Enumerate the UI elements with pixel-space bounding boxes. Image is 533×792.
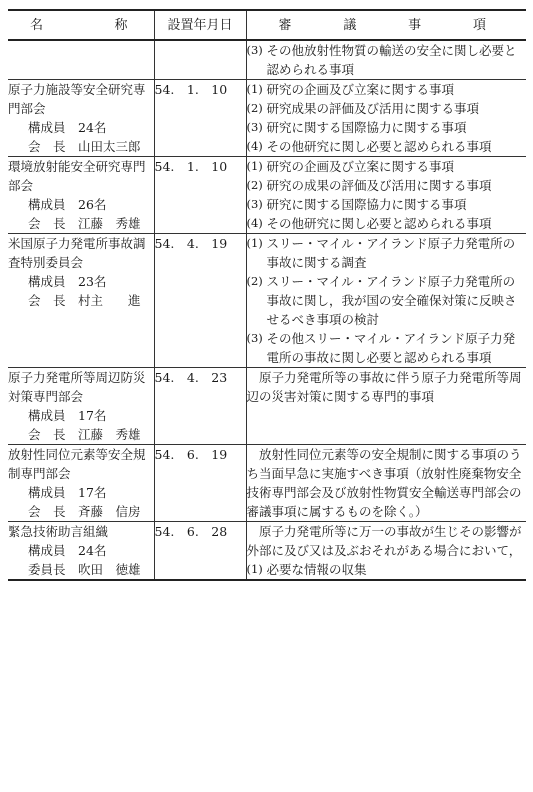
item-text: スリー・マイル・アイランド原子力発電所の事故に関する調査 — [266, 236, 516, 270]
chair-name: 山田太三郎 — [78, 139, 141, 154]
deliberation-items — [246, 40, 526, 80]
chair-label: 会 長 — [28, 216, 66, 231]
item-number: (1) — [246, 236, 263, 250]
org-name: 米国原子力発電所事故調査特別委員会 — [8, 236, 146, 270]
table-body — [8, 40, 526, 580]
chair-name: 江藤 秀雄 — [78, 216, 141, 231]
deliberation-items — [246, 522, 526, 581]
org-cell — [8, 368, 154, 445]
header-items-char-1: 審 — [278, 17, 292, 33]
list-item — [247, 99, 527, 118]
established-date: 54. 6. 28 — [154, 522, 246, 581]
table-row — [8, 522, 526, 581]
chair-name: 斉藤 信房 — [78, 504, 141, 519]
item-text: 研究の企画及び立案に関する事項 — [266, 159, 455, 174]
member-count-label: 構成員 — [28, 543, 66, 558]
list-item — [247, 80, 527, 99]
item-number: (3) — [246, 197, 263, 211]
deliberation-items — [246, 445, 526, 522]
council-table — [8, 9, 526, 581]
chair-name: 村主 進 — [78, 293, 141, 308]
item-text: 研究の成果の評価及び活用に関する事項 — [266, 178, 492, 193]
item-number: (2) — [246, 274, 263, 288]
item-number: (3) — [246, 43, 263, 57]
org-name: 放射性同位元素等安全規制専門部会 — [8, 447, 146, 481]
org-cell — [8, 445, 154, 522]
member-count-line — [8, 118, 154, 137]
table-row — [8, 40, 526, 80]
item-number: (3) — [246, 331, 263, 345]
chair-label: 会 長 — [28, 504, 66, 519]
chair-label: 会 長 — [28, 427, 66, 442]
header-name-char-1: 名 — [30, 17, 44, 33]
member-count: 24名 — [78, 543, 107, 558]
list-item — [247, 560, 527, 579]
member-count-line — [8, 195, 154, 214]
chair-line — [8, 214, 154, 233]
org-name: 原子力施設等安全研究専門部会 — [8, 82, 146, 116]
chair-line — [8, 502, 154, 521]
list-item — [247, 329, 527, 367]
member-count-label: 構成員 — [28, 197, 66, 212]
member-count: 26名 — [78, 197, 107, 212]
item-text: その他スリー・マイル・アイランド原子力発電所の事故に関し必要と認められる事項 — [266, 331, 516, 365]
header-items — [246, 10, 526, 40]
table-row — [8, 157, 526, 234]
chair-label: 委員長 — [28, 562, 66, 577]
item-number: (2) — [246, 101, 263, 115]
org-cell — [8, 80, 154, 157]
deliberation-paragraph: 原子力発電所等に万一の事故が生じその影響が外部に及び又は及ぶおそれがある場合において， — [246, 524, 522, 558]
header-items-char-2: 議 — [343, 17, 357, 33]
chair-name: 江藤 秀雄 — [78, 427, 141, 442]
deliberation-items — [246, 80, 526, 157]
table-row — [8, 445, 526, 522]
item-text: その他研究に関し必要と認められる事項 — [266, 139, 492, 154]
member-count: 17名 — [78, 408, 107, 423]
chair-label: 会 長 — [28, 139, 66, 154]
org-name: 原子力発電所等周辺防災対策専門部会 — [8, 370, 146, 404]
header-name-char-2: 称 — [114, 17, 128, 33]
chair-line — [8, 425, 154, 444]
org-cell — [8, 234, 154, 368]
member-count-label: 構成員 — [28, 120, 66, 135]
deliberation-items — [246, 234, 526, 368]
org-name: 緊急技術助言組織 — [8, 524, 109, 539]
member-count-label: 構成員 — [28, 274, 66, 289]
member-count-label: 構成員 — [28, 408, 66, 423]
member-count: 24名 — [78, 120, 107, 135]
deliberation-paragraph: 原子力発電所等の事故に伴う原子力発電所等周辺の災害対策に関する専門的事項 — [246, 370, 522, 404]
established-date: 54. 1. 10 — [154, 157, 246, 234]
chair-line — [8, 560, 154, 579]
org-name: 環境放射能安全研究専門部会 — [8, 159, 146, 193]
item-text: スリー・マイル・アイランド原子力発電所の事故に関し，我が国の安全確保対策に反映させるべき事項の検討 — [266, 274, 517, 327]
member-count-line — [8, 541, 154, 560]
established-date: 54. 1. 10 — [154, 80, 246, 157]
established-date: 54. 4. 23 — [154, 368, 246, 445]
list-item — [247, 137, 527, 156]
chair-name: 吹田 徳雄 — [78, 562, 141, 577]
item-number: (4) — [246, 139, 263, 153]
list-item — [247, 176, 527, 195]
list-item — [247, 157, 527, 176]
table-row — [8, 368, 526, 445]
deliberation-paragraph: 放射性同位元素等の安全規制に関する事項のうち当面早急に実施すべき事項（放射性廃棄物安全技術専門部会及び放射性物質安全輸送専門部会の審議事項に属するものを除く。） — [246, 447, 522, 519]
chair-label: 会 長 — [28, 293, 66, 308]
established-date: 54. 6. 19 — [154, 445, 246, 522]
table-row — [8, 80, 526, 157]
item-text: 必要な情報の収集 — [266, 562, 367, 577]
item-text: 研究の企画及び立案に関する事項 — [266, 82, 455, 97]
table-row — [8, 234, 526, 368]
item-text: 研究に関する国際協力に関する事項 — [266, 197, 467, 212]
list-item — [247, 118, 527, 137]
org-cell — [8, 157, 154, 234]
list-item — [247, 214, 527, 233]
list-item — [247, 234, 527, 272]
item-text: 研究に関する国際協力に関する事項 — [266, 120, 467, 135]
member-count: 17名 — [78, 485, 107, 500]
item-number: (1) — [246, 159, 263, 173]
list-item — [247, 41, 527, 79]
item-number: (3) — [246, 120, 263, 134]
member-count-line — [8, 272, 154, 291]
deliberation-items — [246, 157, 526, 234]
established-date: 54. 4. 19 — [154, 234, 246, 368]
list-item — [247, 195, 527, 214]
list-item — [247, 272, 527, 329]
item-number: (1) — [246, 82, 263, 96]
item-number: (1) — [246, 562, 263, 576]
header-items-char-4: 項 — [472, 17, 486, 33]
header-row — [8, 10, 526, 40]
member-count-line — [8, 406, 154, 425]
header-date: 設置年月日 — [154, 10, 246, 40]
chair-line — [8, 137, 154, 156]
member-count-line — [8, 483, 154, 502]
chair-line — [8, 291, 154, 310]
item-text: その他放射性物質の輸送の安全に関し必要と認められる事項 — [266, 43, 517, 77]
org-cell — [8, 40, 154, 80]
established-date — [154, 40, 246, 80]
member-count: 23名 — [78, 274, 107, 289]
member-count-label: 構成員 — [28, 485, 66, 500]
item-number: (2) — [246, 178, 263, 192]
deliberation-items — [246, 368, 526, 445]
item-number: (4) — [246, 216, 263, 230]
item-text: その他研究に関し必要と認められる事項 — [266, 216, 492, 231]
header-items-char-3: 事 — [408, 17, 422, 33]
org-cell — [8, 522, 154, 581]
header-name — [8, 10, 154, 40]
item-text: 研究成果の評価及び活用に関する事項 — [266, 101, 480, 116]
